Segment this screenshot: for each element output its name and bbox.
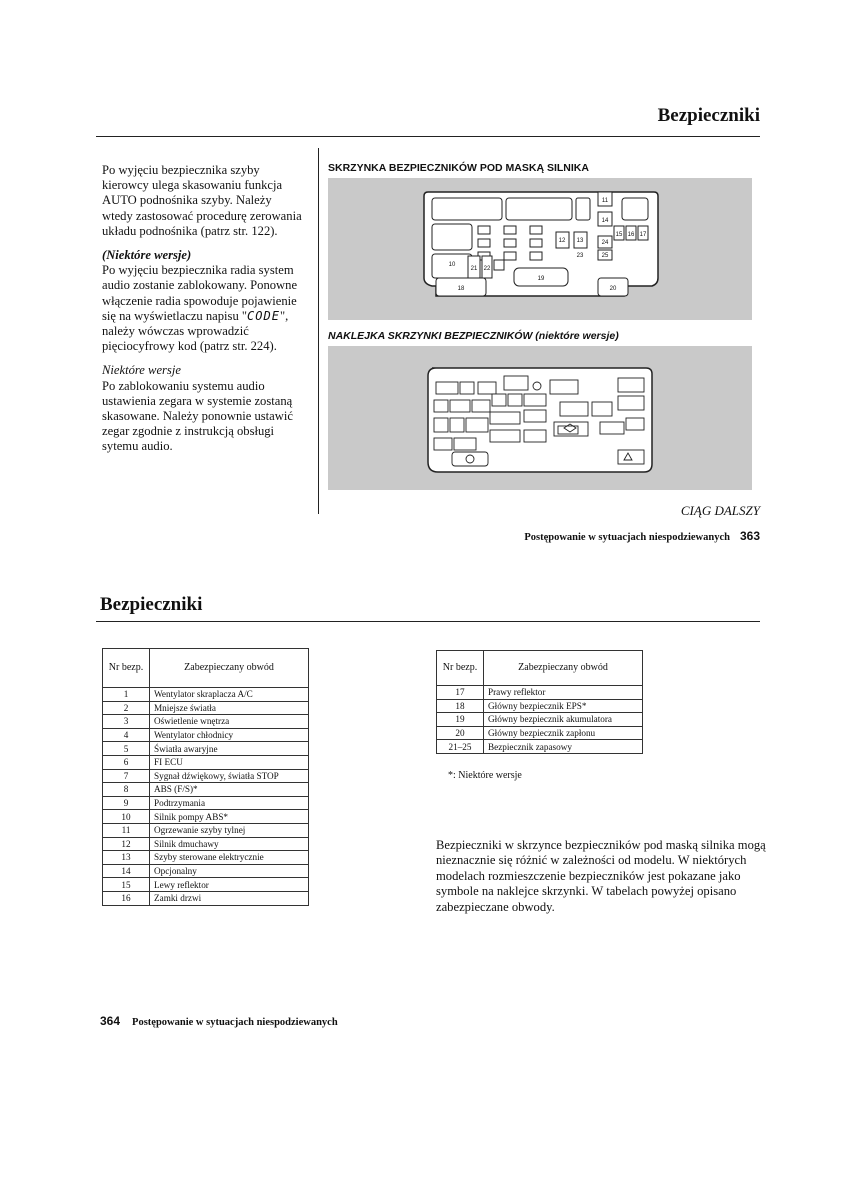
body-paragraph: Bezpieczniki w skrzynce bezpieczników pod maską silnika mogą nieznacznie się różnić w zależności od modelu. W niektórych modelach rozmieszczenie bezpieczników jest pokazane jako symbole na naklejce skrzynki. W tabelach powyżej opisano zabezpieczane obwody. (436, 838, 766, 914)
fuse-number-cell: 4 (103, 728, 150, 742)
fuse-number-cell: 10 (103, 810, 150, 824)
column-header: Nr bezp. (103, 649, 150, 688)
circuit-cell: Ogrzewanie szyby tylnej (150, 823, 309, 837)
fuse-box-diagram (328, 178, 752, 320)
circuit-cell: Silnik dmuchawy (150, 837, 309, 851)
fuse-slot (504, 226, 516, 234)
continued-label: CIĄG DALSZY (680, 503, 760, 518)
fuse-label: 20 (609, 286, 617, 292)
fuse-number-cell: 8 (103, 783, 150, 797)
circuit-cell: Zamki drzwi (150, 891, 309, 905)
paragraph-heading: Niektóre wersje (102, 363, 181, 378)
fuse-slot (478, 226, 490, 234)
fuse-box-drawing (328, 178, 752, 320)
table-row (103, 728, 309, 742)
fuse-slot (576, 198, 590, 220)
table-header-row (437, 651, 643, 686)
fuse-label: 19 (537, 276, 545, 282)
circuit-cell: Opcjonalny (150, 864, 309, 878)
paragraph-heading: (Niektóre wersje) (102, 248, 192, 263)
symbol-cell (434, 400, 448, 412)
column-header: Nr bezp. (437, 651, 484, 686)
circuit-cell: Oświetlenie wnętrza (150, 715, 309, 729)
table-row (103, 878, 309, 892)
fuse-slot (478, 239, 490, 247)
table-row (437, 740, 643, 754)
fuse-number-cell: 13 (103, 851, 150, 865)
symbol-cell (600, 422, 624, 434)
symbol-cell (524, 430, 546, 442)
fuse-slot (494, 260, 504, 270)
symbol-cell (490, 430, 520, 442)
fuse-number-cell: 11 (103, 823, 150, 837)
table-header-row (103, 649, 309, 688)
symbol-cell (490, 412, 520, 424)
circuit-cell: Wentylator chłodnicy (150, 728, 309, 742)
symbol-cell (618, 378, 644, 392)
fuse-slot (504, 239, 516, 247)
circuit-cell: Lewy reflektor (150, 878, 309, 892)
code-display-text: CODE (247, 308, 280, 323)
table-row (437, 713, 643, 727)
table-row (103, 688, 309, 702)
symbol-cell (434, 418, 448, 432)
fuse-label-diagram (328, 346, 752, 490)
fuse-label: 22 (483, 266, 491, 272)
circuit-cell: Światła awaryjne (150, 742, 309, 756)
circuit-cell: FI ECU (150, 755, 309, 769)
circuit-cell: Prawy reflektor (484, 686, 643, 700)
symbol-cell (452, 452, 488, 466)
footnote: *: Niektóre wersje (448, 770, 522, 781)
column-header: Zabezpieczany obwód (484, 651, 643, 686)
symbol-cell (592, 402, 612, 416)
fuse-number-cell: 3 (103, 715, 150, 729)
fuse-number-cell: 20 (437, 726, 484, 740)
fuse-slot (530, 252, 542, 260)
symbol-cell (524, 394, 546, 406)
circuit-cell: Mniejsze światła (150, 701, 309, 715)
fuse-number-cell: 12 (103, 837, 150, 851)
symbol-cell (618, 396, 644, 410)
fuse-number-cell: 1 (103, 688, 150, 702)
column-divider (318, 148, 319, 514)
table-row (103, 891, 309, 905)
table-row (103, 837, 309, 851)
fuse-slot (432, 224, 472, 250)
circuit-cell: Główny bezpiecznik EPS* (484, 699, 643, 713)
symbol-cell (492, 394, 506, 406)
fuse-number-cell: 21–25 (437, 740, 484, 754)
table-row (103, 755, 309, 769)
fuse-number-cell: 7 (103, 769, 150, 783)
footer-section: Postępowanie w sytuacjach niespodziewanych (132, 1017, 338, 1028)
fuse-number-cell: 6 (103, 755, 150, 769)
circuit-cell: ABS (F/S)* (150, 783, 309, 797)
fuse-number-cell: 9 (103, 796, 150, 810)
fuse-slot (506, 198, 572, 220)
table-row (103, 715, 309, 729)
table-row (437, 686, 643, 700)
page-title: Bezpieczniki (657, 105, 760, 126)
table-body (437, 686, 643, 754)
fuse-label: 17 (639, 232, 647, 238)
table-row (437, 699, 643, 713)
fuse-label: 13 (576, 238, 584, 244)
circuit-cell: Podtrzymania (150, 796, 309, 810)
page-number: 364 (100, 1014, 121, 1028)
table-row (103, 851, 309, 865)
fuse-label: 12 (558, 238, 566, 244)
fuse-label: 24 (601, 240, 609, 246)
symbol-cell (454, 438, 476, 450)
symbol-cell (524, 410, 546, 422)
symbol-cell (450, 400, 470, 412)
fuse-label: 11 (601, 198, 609, 204)
fuse-number-cell: 17 (437, 686, 484, 700)
fuse-slot (530, 239, 542, 247)
table-row (103, 823, 309, 837)
circuit-cell: Silnik pompy ABS* (150, 810, 309, 824)
symbol-cell (626, 418, 644, 430)
symbol-cell (436, 382, 458, 394)
column-header: Zabezpieczany obwód (150, 649, 309, 688)
fuse-label: 18 (457, 286, 465, 292)
fuse-number-cell: 19 (437, 713, 484, 727)
fuse-label: 23 (576, 253, 584, 259)
footer-section: Postępowanie w sytuacjach niespodziewanych (524, 532, 730, 543)
symbol-cell (472, 400, 490, 412)
table-row (103, 742, 309, 756)
fuse-slot (530, 226, 542, 234)
fuse-table (102, 648, 309, 906)
fuse-label: 15 (615, 232, 623, 238)
header-rule (96, 621, 760, 622)
paragraph-clock: Po zablokowaniu systemu audio ustawienia zegara w systemie zostaną skasowane. Należy ponownie ustawić zegar zgodnie z instrukcją obsługi sytemu audio. (102, 378, 293, 454)
page-footer (100, 1014, 338, 1028)
symbol-cell (460, 382, 474, 394)
fuse-slot (504, 252, 516, 260)
header-rule (96, 136, 760, 137)
fuse-label: 16 (627, 232, 635, 238)
table-body (103, 688, 309, 906)
symbol-cell (618, 450, 644, 464)
circuit-cell: Wentylator skraplacza A/C (150, 688, 309, 702)
circuit-cell: Sygnał dźwiękowy, światła STOP (150, 769, 309, 783)
fuse-label: 25 (601, 253, 609, 259)
symbol-cell (434, 438, 452, 450)
symbol-cell (508, 394, 522, 406)
fuse-number-cell: 2 (103, 701, 150, 715)
fuse-number-cell: 5 (103, 742, 150, 756)
fuse-label: 14 (601, 218, 609, 224)
symbol-cell (560, 402, 588, 416)
fuse-number-cell: 14 (103, 864, 150, 878)
symbol-cell (450, 418, 464, 432)
text-segment: Po wyjęciu bezpiecznika radia system audio zostanie zablokowany. Ponowne włączenie radia spowoduje pojawienie się na wyświetlaczu napisu " (102, 263, 298, 323)
table-row (103, 701, 309, 715)
table-row (103, 796, 309, 810)
fuse-slot (622, 198, 648, 220)
fuse-number-cell: 15 (103, 878, 150, 892)
fuse-label: 10 (448, 262, 456, 268)
page-footer (524, 529, 760, 543)
symbol-cell (550, 380, 578, 394)
left-column-text (102, 163, 302, 455)
table-row (103, 783, 309, 797)
symbol-cell (478, 382, 496, 394)
fuse-label: 21 (470, 266, 478, 272)
fuse-number-cell: 16 (103, 891, 150, 905)
fuse-table (436, 650, 643, 754)
table-row (103, 864, 309, 878)
fuse-slot (432, 198, 502, 220)
text-segment: ", należy wówczas wprowadzić pięciocyfrowy kod (patrz str. 224). (102, 308, 289, 354)
fuse-label-drawing (328, 346, 752, 490)
page-title: Bezpieczniki (100, 594, 203, 615)
fuse-table-left (102, 648, 309, 906)
page-number: 363 (739, 529, 760, 543)
table-row (103, 810, 309, 824)
paragraph-radio-fuse (102, 263, 302, 354)
fuse-number-cell: 18 (437, 699, 484, 713)
symbol-cell (504, 376, 528, 390)
paragraph-window-fuse: Po wyjęciu bezpiecznika szyby kierowcy ulega skasowaniu funkcja AUTO podnośnika szyby. Należy wtedy zastosować procedurę zerowania układu podnośnika (patrz str. 122). (102, 163, 302, 238)
diagram-title: SKRZYNKA BEZPIECZNIKÓW POD MASKĄ SILNIKA (328, 162, 589, 174)
symbol-cell (466, 418, 488, 432)
diagram-title: NAKLEJKA SKRZYNKI BEZPIECZNIKÓW (niektóre wersje) (328, 330, 619, 342)
circuit-cell: Główny bezpiecznik akumulatora (484, 713, 643, 727)
circuit-cell: Szyby sterowane elektrycznie (150, 851, 309, 865)
table-row (103, 769, 309, 783)
table-row (437, 726, 643, 740)
fuse-table-right (436, 650, 643, 754)
circuit-cell: Bezpiecznik zapasowy (484, 740, 643, 754)
circuit-cell: Główny bezpiecznik zapłonu (484, 726, 643, 740)
